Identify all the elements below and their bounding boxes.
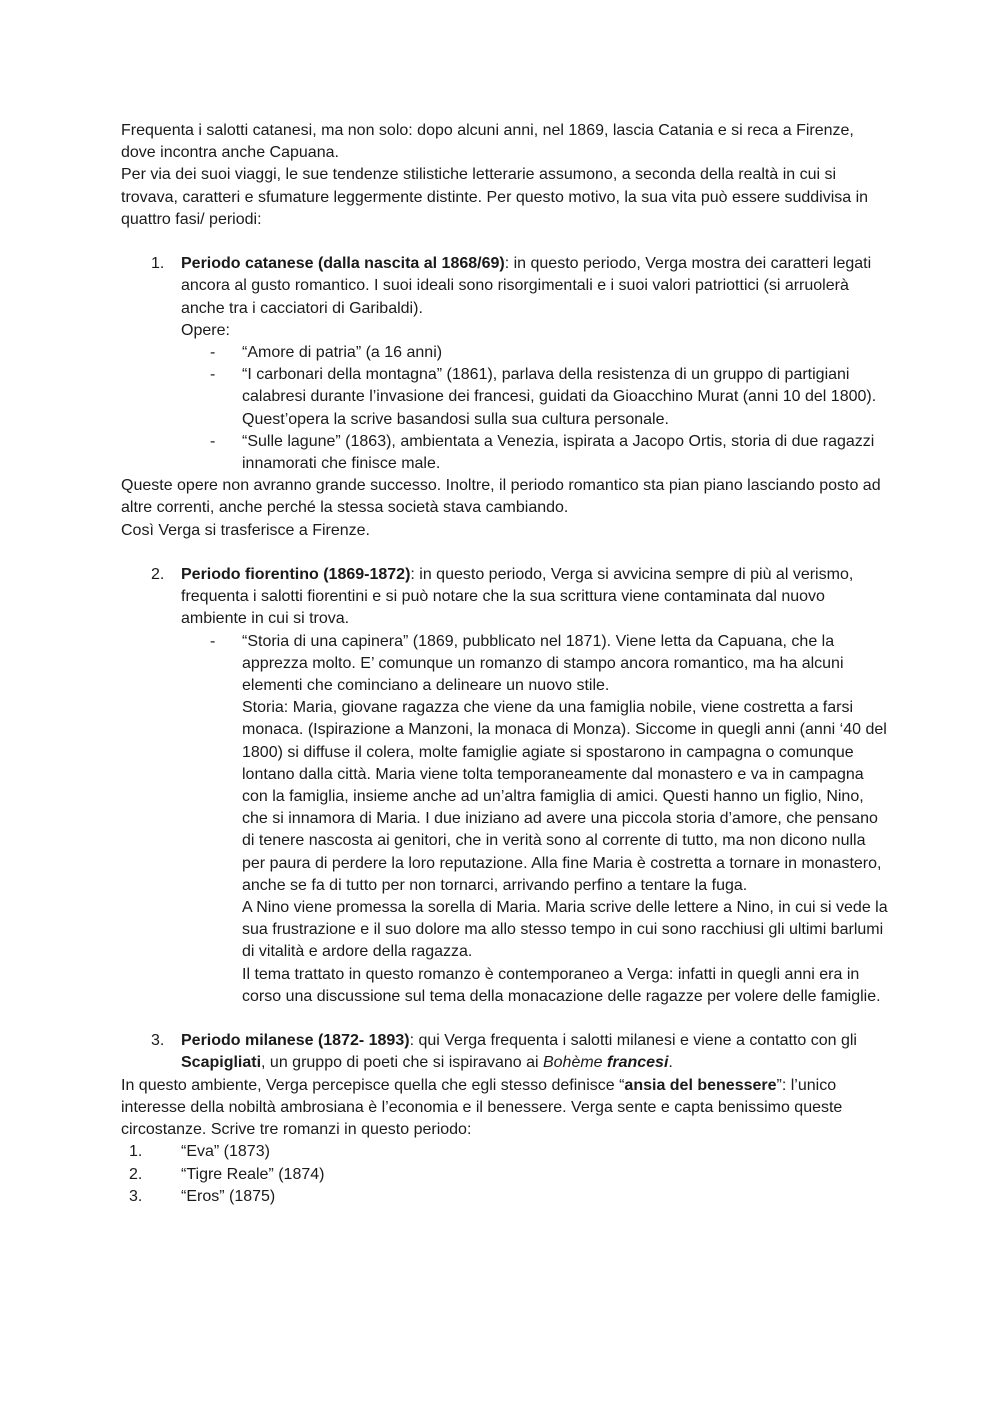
period-catanese-conclusion: Queste opere non avranno grande successo. Inoltre, il periodo romantico sta pian piano lasciando posto ad altre correnti, anche perché la stessa società stava cambiando. [121, 477, 881, 517]
period-milanese-item [121, 1030, 891, 1074]
list-item: 3. “Eros” (1875) [121, 1186, 891, 1208]
transfer-florence-text: Così Verga si trasferisce a Firenze. [121, 521, 370, 539]
document-body [121, 120, 891, 1208]
list-number: 1. [151, 255, 165, 273]
ansia-benessere-term: ansia del benessere [624, 1076, 777, 1094]
period-fiorentino-works-list [181, 631, 891, 1008]
boheme-term: Bohème [542, 1054, 608, 1072]
francesi-term: francesi [607, 1054, 669, 1072]
list-item: 2. “Tigre Reale” (1874) [121, 1164, 891, 1186]
period-catanese-description: : in questo periodo, Verga mostra dei caratteri legati ancora al gusto romantico. I suoi ideali sono risorgimentali e i suoi valori patriottici (si arruolerà anche tra i cacciatori di Garibaldi). [181, 255, 872, 317]
milanese-context-paragraph: In questo ambiente, Verga percepisce quella che egli stesso definisce “ansia del benessere”: l’unico interesse della nobiltà ambrosiana è l’economia e il benessere. Verga sente e capta benissimo queste circostanze. Scrive tre romanzi in questo periodo: [121, 1076, 843, 1139]
period-catanese-works-list [181, 342, 891, 475]
intro-paragraph-2: Per via dei suoi viaggi, le sue tendenze stilistiche letterarie assumono, a seconda della realtà in cui si trovava, caratteri e sfumature leggermente distinte. Per questo motivo, la sua vita può essere suddivisa in quattro fasi/ periodi: [121, 166, 869, 228]
capinera-plot: Storia: Maria, giovane ragazza che viene da una famiglia nobile, viene costretta a farsi monaca. (Ispirazione a Manzoni, la monaca di Monza). Siccome in quegli anni (anni ‘40 del 1800) si diffuse il colera, molte famiglie agiate si spostarono in campagna o comunque lontano dalla città. Maria viene tolta temporaneamente dal monastero e va in campagna con la famiglia, insieme anche ad un’altra famiglia di amici. Questi hanno un figlio, Nino, che si innamora di Maria. I due iniziano ad avere una piccola storia d’amore, che pensano di tenere nascosta ai genitori, che in verità sono al corrente di tutto, ma non dicono nulla per paura di perdere la loro reputazione. Alla fine Maria è costretta a tornare in monastero, anche se fa di tutto per non tornarci, arrivando perfino a tentare la fuga. [242, 699, 887, 894]
works-label: Opere: [181, 321, 230, 339]
work-carbonari: “I carbonari della montagna” (1861), parlava della resistenza di un gruppo di partigiani calabresi durante l’invasione dei francesi, guidati da Gioacchino Murat (anni 10 del 1800). Quest’opera la scrive basandosi sulla sua cultura personale. [242, 366, 877, 428]
period-fiorentino-description: : in questo periodo, Verga si avvicina sempre di più al verismo, frequenta i salotti fiorentini e si può notare che la sua scrittura viene contaminata dal nuovo ambiente in cui si trova. [181, 566, 854, 628]
novel-tigre-reale: “Tigre Reale” (1874) [181, 1165, 325, 1183]
list-number: 3. [151, 1032, 165, 1050]
scapigliati-term: Scapigliati [181, 1054, 262, 1072]
list-item: - “Storia di una capinera” (1869, pubblicato nel 1871). Viene letta da Capuana, che la apprezza molto. E’ comunque un romanzo di stampo ancora romantico, ma ha alcuni elementi che cominciano a delineare un nuovo stile. Storia: Maria, giovane ragazza che viene da una famiglia nobile, viene costretta a farsi monaca. (Ispirazione a Manzoni, la monaca di Monza). Siccome in quegli anni (anni ‘40 del 1800) si diffuse il colera, molte famiglie agiate si spostarono in campagna o comunque lontano dalla città. Maria viene tolta temporaneamente dal monastero e va in campagna con la famiglia, insieme anche ad un’altra famiglia di amici. Questi hanno un figlio, Nino, che si innamora di Maria. I due iniziano ad avere una piccola storia d’amore, che pensano di tenere nascosta ai genitori, che in verità sono al corrente di tutto, ma non dicono nulla per paura di perdere la loro reputazione. Alla fine Maria è costretta a tornare in monastero, anche se fa di tutto per non tornarci, arrivando perfino a tentare la fuga. A Nino viene promessa la sorella di Maria. Maria scrive delle lettere a Nino, in cui si vede la sua frustrazione e il suo dolore ma allo stesso tempo in cui sono racchiusi gli ultimi barlumi di vitalità e ardore della ragazza. Il tema trattato in questo romanzo è contemporaneo a Verga: infatti in quegli anni era in corso una discussione sul tema della monacazione delle ragazze per volere delle famiglie. [181, 631, 891, 1008]
period-catanese-text [181, 253, 891, 320]
work-sulle-lagune: “Sulle lagune” (1863), ambientata a Venezia, ispirata a Jacopo Ortis, storia di due ragazzi innamorati che finisce male. [242, 432, 875, 473]
period-fiorentino-item [121, 564, 891, 631]
period-fiorentino-title: Periodo fiorentino (1869-1872) [181, 566, 411, 584]
list-item: - “I carbonari della montagna” (1861), parlava della resistenza di un gruppo di partigiani calabresi durante l’invasione dei francesi, guidati da Gioacchino Murat (anni 10 del 1800). Quest’opera la scrive basandosi sulla sua cultura personale. [181, 364, 891, 431]
novel-eros: “Eros” (1875) [181, 1187, 276, 1205]
work-storia-capinera: “Storia di una capinera” (1869, pubblicato nel 1871). Viene letta da Capuana, che la apprezza molto. E’ comunque un romanzo di stampo ancora romantico, ma ha alcuni elementi che cominciano a delineare un nuovo stile. [242, 632, 844, 695]
list-item: - “Amore di patria” (a 16 anni) [181, 342, 891, 364]
novel-eva: “Eva” (1873) [181, 1143, 270, 1161]
capinera-letters: A Nino viene promessa la sorella di Maria. Maria scrive delle lettere a Nino, in cui si vede la sua frustrazione e il suo dolore ma allo stesso tempo in cui sono racchiusi gli ultimi barlumi di vitalità e ardore della ragazza. [242, 899, 888, 961]
period-milanese-title: Periodo milanese (1872- 1893) [181, 1032, 410, 1050]
period-fiorentino-text [181, 564, 891, 631]
period-catanese-item [121, 253, 891, 342]
list-item: 1. “Eva” (1873) [121, 1141, 891, 1163]
intro-paragraph-1: Frequenta i salotti catanesi, ma non solo: dopo alcuni anni, nel 1869, lascia Catania e si reca a Firenze, dove incontra anche Capuana. [121, 122, 854, 162]
work-amore-di-patria: “Amore di patria” (a 16 anni) [242, 344, 443, 362]
list-number: 2. [151, 566, 165, 584]
capinera-theme: Il tema trattato in questo romanzo è contemporaneo a Verga: infatti in quegli anni era in corso una discussione sul tema della monacazione delle ragazze per volere delle famiglie. [242, 965, 881, 1005]
period-catanese-title: Periodo catanese (dalla nascita al 1868/69) [181, 255, 505, 273]
milanese-novels-list [121, 1141, 891, 1208]
list-item: - “Sulle lagune” (1863), ambientata a Venezia, ispirata a Jacopo Ortis, storia di due ragazzi innamorati che finisce male. [181, 431, 891, 475]
period-milanese-text: Periodo milanese (1872- 1893): qui Verga frequenta i salotti milanesi e viene a contatto con gli Scapigliati, un gruppo di poeti che si ispiravano ai Bohème francesi. [181, 1032, 857, 1072]
